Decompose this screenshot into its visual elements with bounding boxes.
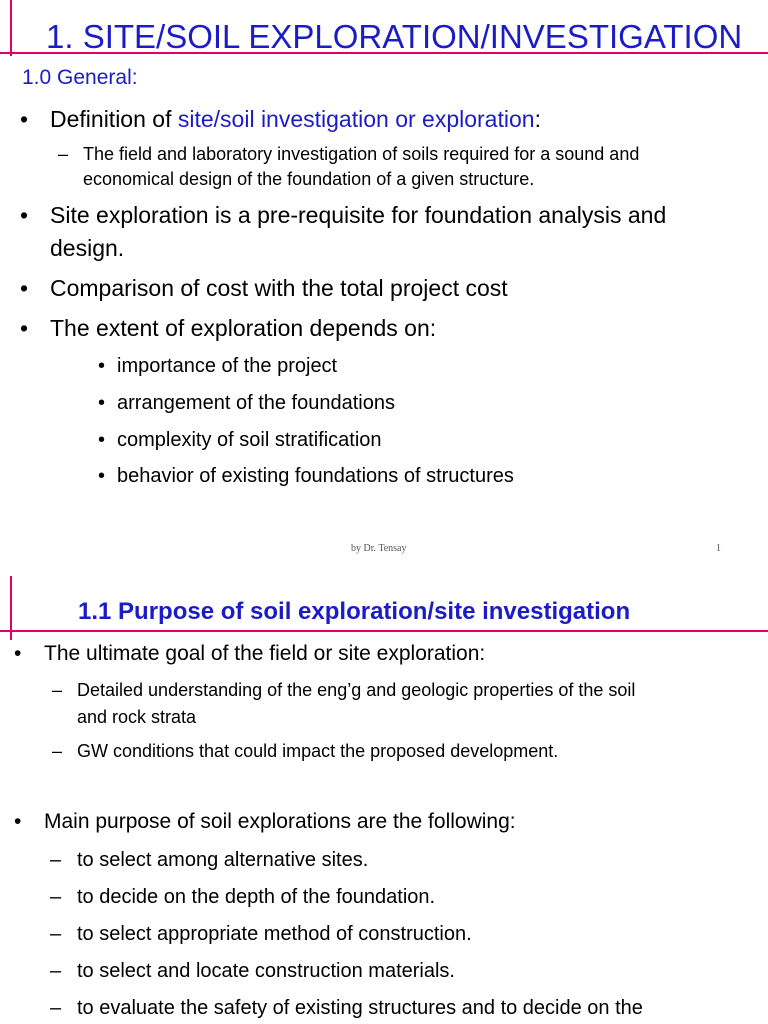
section-subtitle: 1.0 General: — [22, 66, 138, 89]
bullet-glyph: • — [20, 315, 29, 341]
page-number: 1 — [716, 543, 721, 554]
dash-glyph: – — [50, 997, 62, 1019]
purpose-item-text: to select appropriate method of construction. — [77, 923, 472, 945]
purpose-item-text: to select and locate construction materials. — [77, 960, 455, 982]
definition-highlight: site/soil investigation or exploration — [177, 106, 535, 132]
bullet-glyph: • — [20, 275, 29, 301]
dash-glyph: – — [52, 741, 63, 761]
accent-vertical-line — [10, 0, 12, 56]
extent-text: The extent of exploration depends on: — [50, 315, 437, 341]
prerequisite-line-2: design. — [50, 235, 125, 261]
purpose-item-text: to evaluate the safety of existing structures and to decide on the — [77, 997, 643, 1019]
goal-item-line-1: Detailed understanding of the eng’g and geologic properties of the soil — [77, 680, 636, 700]
bullet-glyph: • — [14, 642, 22, 665]
dash-glyph: – — [50, 923, 62, 945]
footer-author: by Dr. Tensay — [351, 543, 407, 554]
definition-detail-line-2: economical design of the foundation of a given structure. — [83, 169, 535, 189]
factor-text: behavior of existing foundations of structures — [117, 465, 514, 487]
comparison-text: Comparison of cost with the total project cost — [50, 275, 508, 301]
goal-item-line-2: and rock strata — [77, 707, 197, 727]
slide-title: 1.1 Purpose of soil exploration/site investigation — [78, 598, 631, 625]
dash-glyph: – — [52, 680, 63, 700]
purpose-item-text: to select among alternative sites. — [77, 849, 369, 871]
purpose-text: Main purpose of soil explorations are the following: — [44, 810, 516, 833]
bullet-glyph: • — [14, 810, 22, 833]
bullet-glyph: • — [98, 429, 106, 451]
factor-text: complexity of soil stratification — [117, 429, 382, 451]
bullet-glyph: • — [20, 106, 29, 132]
definition-suffix: : — [534, 106, 541, 132]
factor-text: importance of the project — [117, 355, 338, 377]
bullet-glyph: • — [20, 202, 29, 228]
slide-2 — [0, 568, 768, 1024]
dash-glyph: – — [50, 960, 62, 982]
slide-title: 1. SITE/SOIL EXPLORATION/INVESTIGATION — [46, 18, 743, 55]
definition-detail-line-1: The field and laboratory investigation of soils required for a sound and — [83, 144, 640, 164]
dash-glyph: – — [58, 144, 69, 164]
dash-glyph: – — [50, 849, 62, 871]
purpose-item-text: to decide on the depth of the foundation. — [77, 886, 436, 908]
bullet-glyph: • — [98, 392, 106, 414]
goal-text: The ultimate goal of the field or site exploration: — [44, 642, 486, 665]
goal-item-line-1: GW conditions that could impact the proposed development. — [77, 741, 559, 761]
accent-horizontal-line — [0, 630, 768, 632]
definition-prefix: Definition of — [50, 106, 178, 132]
bullet-glyph: • — [98, 355, 106, 377]
prerequisite-line-1: Site exploration is a pre-requisite for foundation analysis and — [50, 202, 667, 228]
bullet-glyph: • — [98, 465, 106, 487]
factor-text: arrangement of the foundations — [117, 392, 395, 414]
dash-glyph: – — [50, 886, 62, 908]
